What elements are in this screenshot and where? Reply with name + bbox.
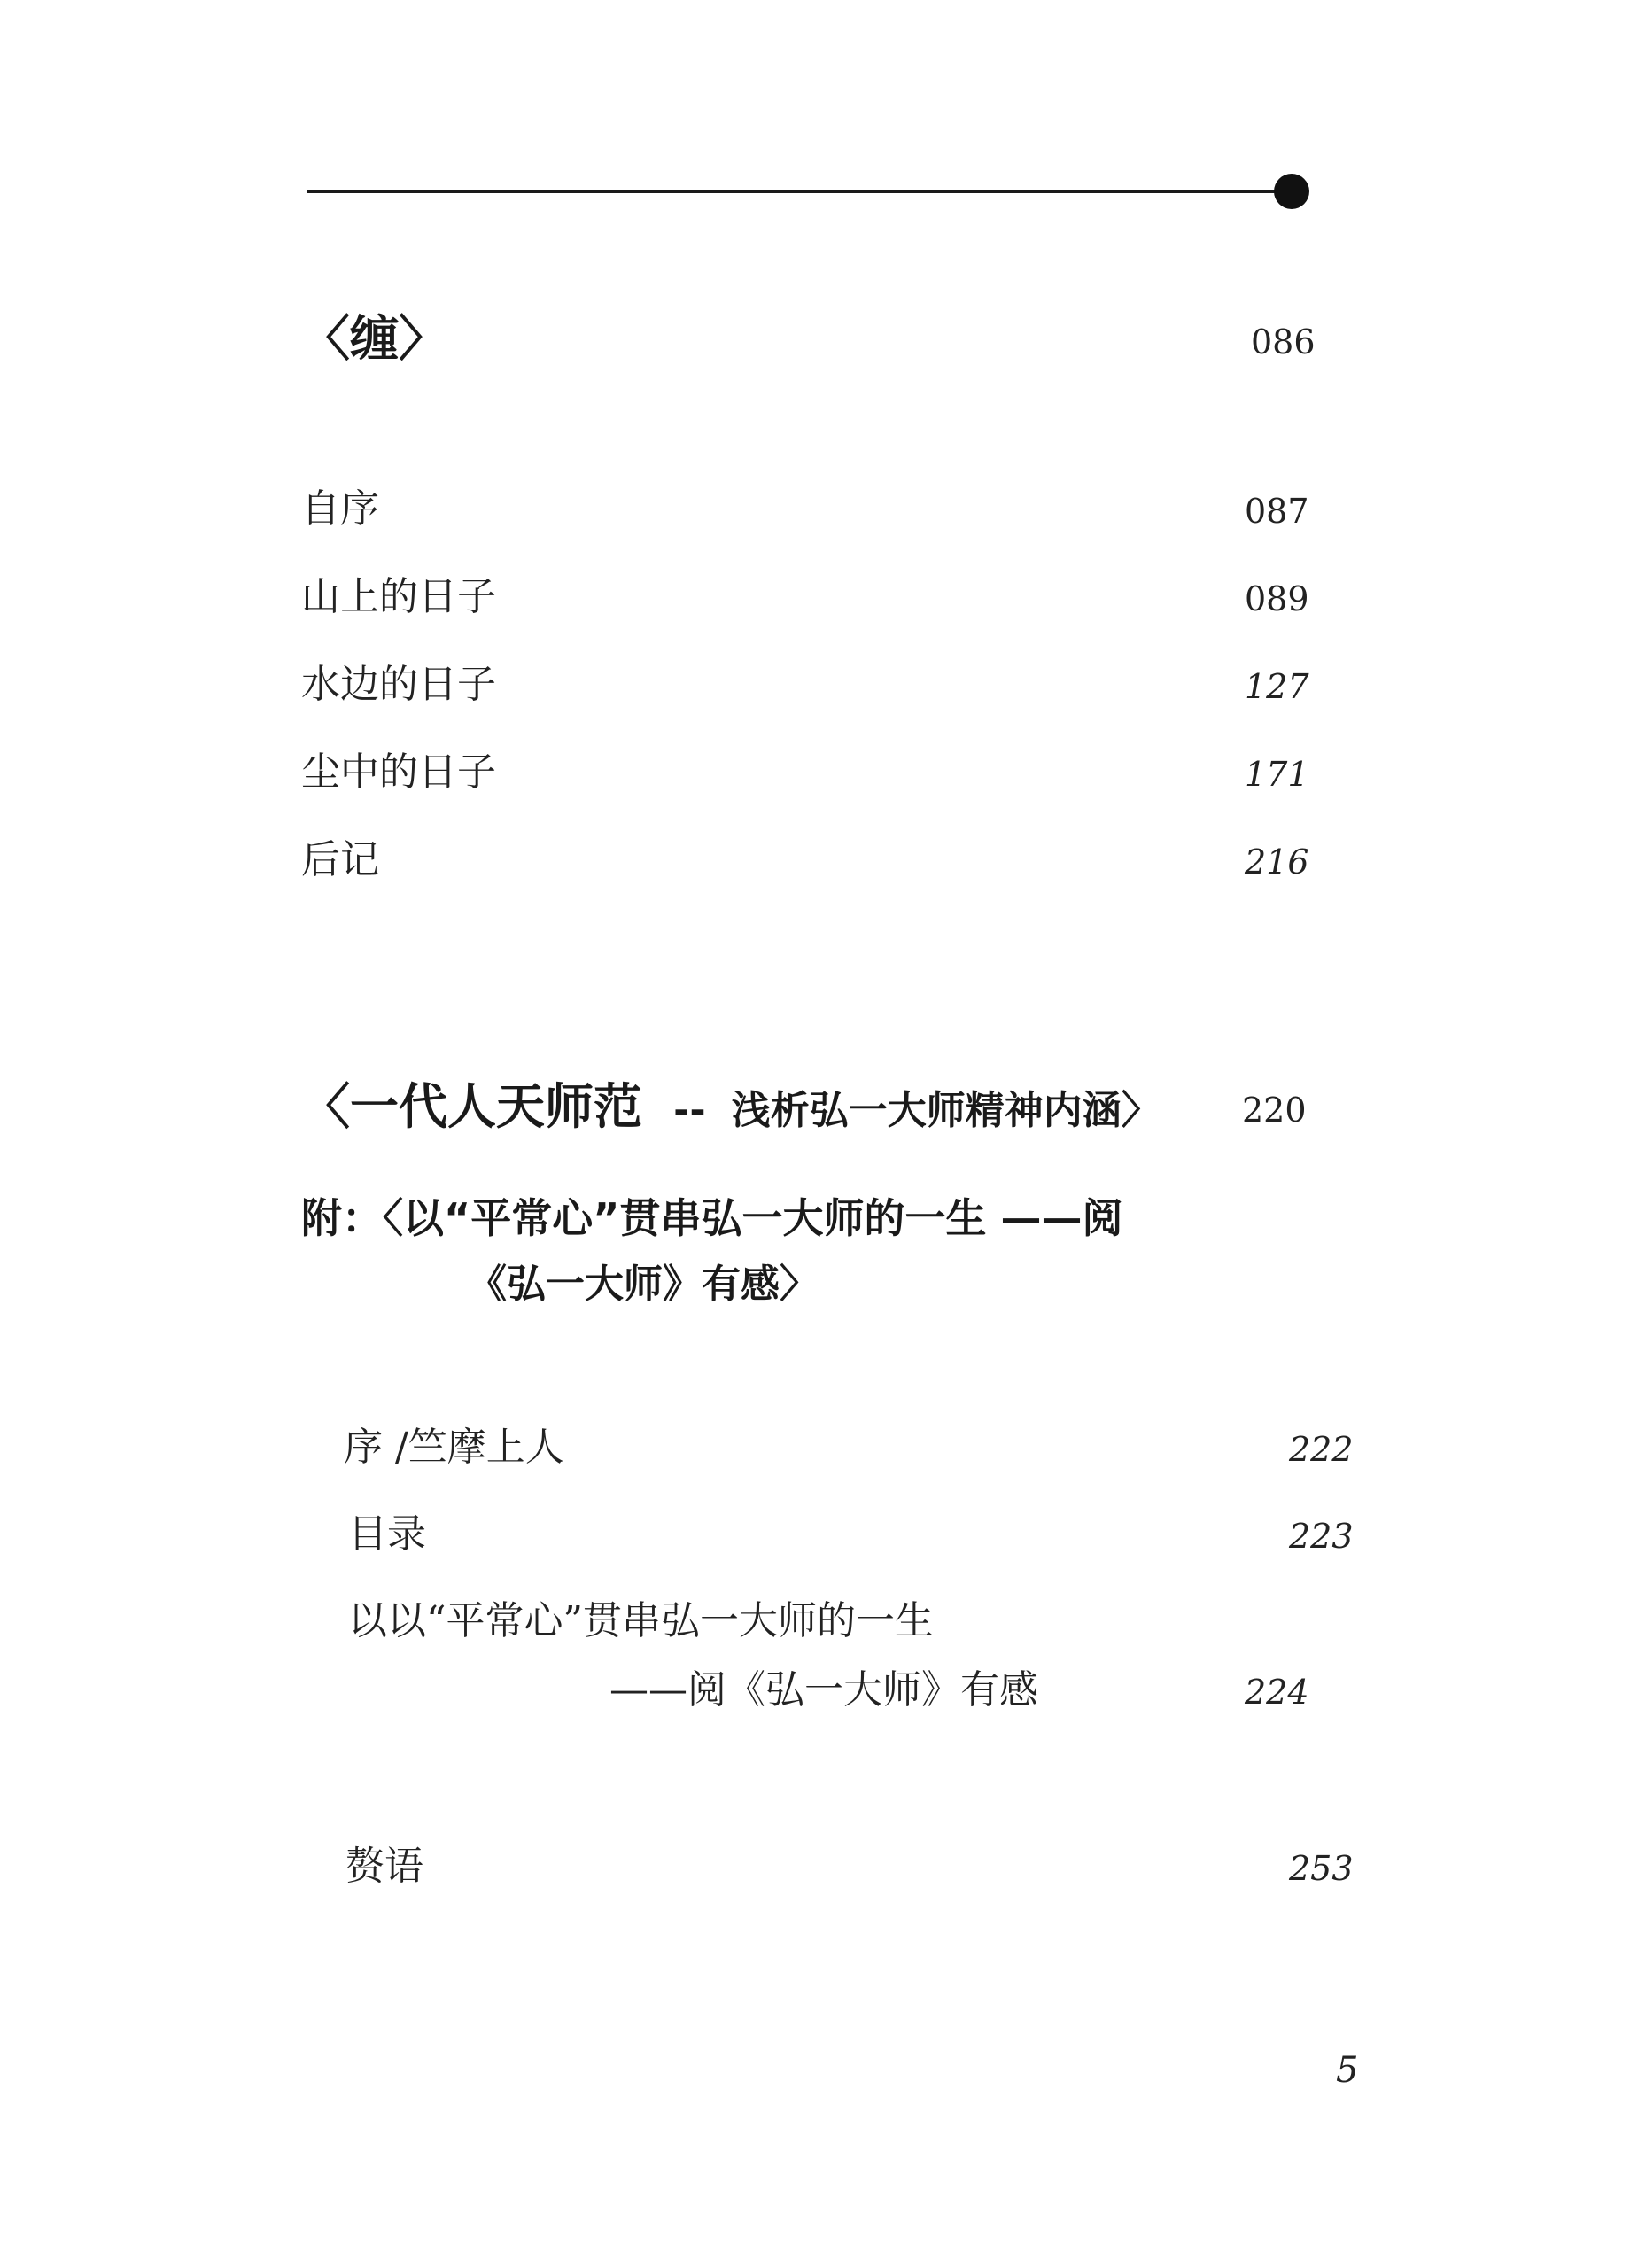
toc-page-waterside-days: 127 bbox=[1245, 667, 1309, 706]
section-title-hongyi-sep: -- bbox=[673, 1088, 706, 1133]
toc-entry-essay-line2: ——阅《弘一大师》有感 bbox=[609, 1667, 1038, 1713]
appendix-title-line1: 附：〈以“平常心”贯串弘一大师的一生 ——阅 bbox=[301, 1194, 1123, 1242]
toc-entry-preface: 自序 bbox=[301, 486, 379, 532]
toc-page-preface-zhumo: 222 bbox=[1289, 1430, 1354, 1469]
toc-entry-essay-line1: 以以“平常心”贯串弘一大师的一生 bbox=[348, 1598, 934, 1643]
toc-page-preface: 087 bbox=[1245, 492, 1309, 531]
toc-entry-closing-words: 赘语 bbox=[345, 1844, 423, 1889]
toc-page-closing-words: 253 bbox=[1289, 1849, 1354, 1888]
toc-entry-dust-days: 尘中的日子 bbox=[301, 750, 496, 795]
section-page-hongyi: 220 bbox=[1242, 1091, 1307, 1130]
section-title-hongyi-main: 〈一代人天师范 bbox=[301, 1078, 643, 1135]
toc-entry-contents: 目录 bbox=[348, 1511, 426, 1557]
toc-page-afterword: 216 bbox=[1245, 843, 1309, 882]
toc-page-mountain-days: 089 bbox=[1245, 579, 1309, 618]
section-title-chan: 〈缠〉 bbox=[301, 310, 448, 367]
toc-entry-waterside-days: 水边的日子 bbox=[301, 662, 496, 707]
toc-entry-mountain-days: 山上的日子 bbox=[301, 574, 496, 619]
section-page-chan: 086 bbox=[1251, 322, 1316, 361]
top-rule bbox=[307, 190, 1281, 193]
toc-entry-afterword: 后记 bbox=[301, 837, 379, 882]
page-number: 5 bbox=[1336, 2050, 1359, 2091]
section-title-hongyi bbox=[301, 1078, 1161, 1135]
appendix-title-line2: 《弘一大师》有感〉 bbox=[468, 1262, 819, 1307]
section-title-hongyi-rest: 浅析弘一大师精神内涵〉 bbox=[731, 1088, 1161, 1133]
toc-entry-preface-zhumo: 序 /竺摩上人 bbox=[344, 1425, 564, 1470]
toc-page-dust-days: 171 bbox=[1245, 755, 1309, 794]
toc-page-essay: 224 bbox=[1245, 1673, 1309, 1712]
rule-dot-ornament bbox=[1274, 174, 1309, 209]
toc-page-contents: 223 bbox=[1289, 1517, 1354, 1556]
